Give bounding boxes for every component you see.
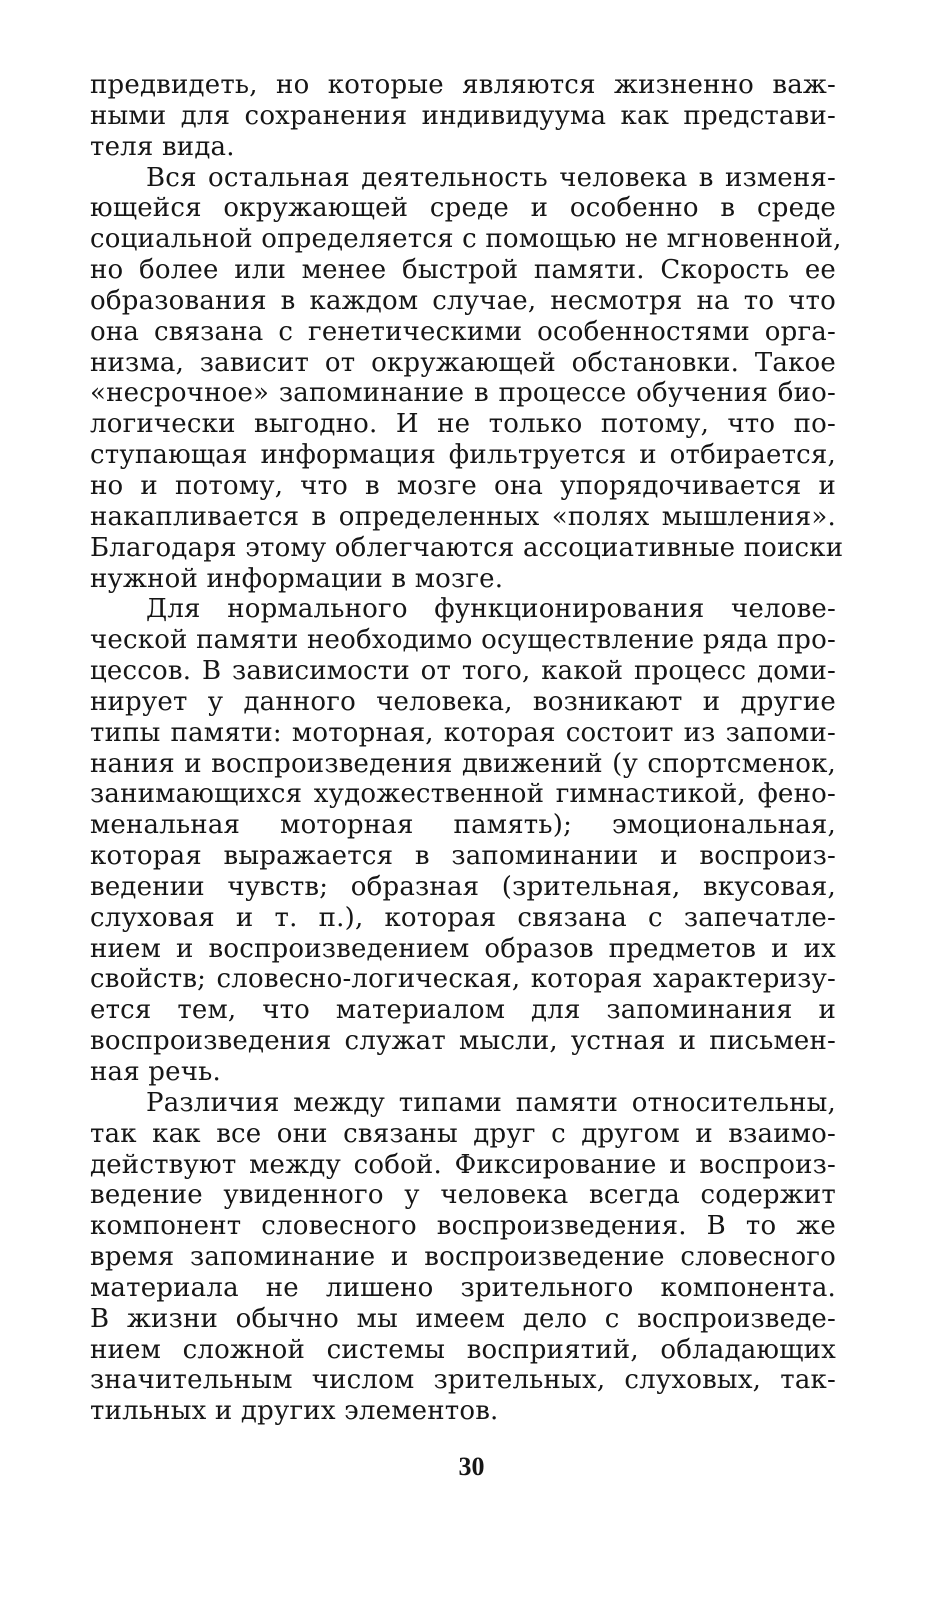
text-line: она связана с генетическими особенностями орга-: [90, 316, 836, 347]
text-line: менальная моторная память); эмоциональная,: [90, 810, 836, 841]
text-line: ческой памяти необходимо осуществление ряда про-: [90, 625, 836, 656]
text-line: свойств; словесно-логическая, которая характеризу-: [90, 964, 836, 995]
text-line: воспроизведения служат мысли, устная и письмен-: [90, 1026, 836, 1057]
text-line: так как все они связаны друг с другом и взаимо-: [90, 1118, 836, 1149]
text-line: но и потому, что в мозге она упорядочивается и: [90, 470, 836, 501]
text-line: образования в каждом случае, несмотря на то что: [90, 285, 836, 316]
text-line: но более или менее быстрой памяти. Скорость ее: [90, 255, 836, 286]
text-line: цессов. В зависимости от того, какой процесс доми-: [90, 656, 836, 687]
text-line: ными для сохранения индивидуума как представи-: [90, 100, 836, 131]
text-line: действуют между собой. Фиксирование и воспроиз-: [90, 1149, 836, 1180]
text-line: накапливается в определенных «полях мышления».: [90, 501, 836, 532]
text-line: социальной определяется с помощью не мгновенной,: [90, 224, 842, 255]
text-line: материала не лишено зрительного компонента.: [90, 1272, 836, 1303]
text-line: предвидеть, но которые являются жизненно важ-: [90, 70, 836, 100]
text-line: нания и воспроизведения движений (у спортсменок,: [90, 748, 836, 779]
text-line: нирует у данного человека, возникают и другие: [90, 686, 836, 717]
text-line: нием сложной системы восприятий, обладающих: [90, 1334, 836, 1365]
text-line: слуховая и т. п.), которая связана с запечатле-: [90, 902, 836, 933]
text-line: значительным числом зрительных, слуховых, так-: [90, 1365, 836, 1396]
text-line: которая выражается в запоминании и воспроиз-: [90, 841, 836, 872]
text-line: теля вида.: [90, 131, 235, 162]
text-line: типы памяти: моторная, которая состоит из запоми-: [90, 717, 836, 748]
text-line: тильных и других элементов.: [90, 1396, 499, 1427]
text-line: Различия между типами памяти относительны,: [146, 1087, 836, 1118]
page-number: 30: [458, 1452, 485, 1481]
text-line: компонент словесного воспроизведения. В то же: [90, 1211, 836, 1242]
text-line: Благодаря этому облегчаются ассоциативные поиски: [90, 532, 844, 563]
text-line: ется тем, что материалом для запоминания и: [90, 995, 836, 1026]
text-line: ведении чувств; образная (зрительная, вкусовая,: [90, 871, 836, 902]
text-line: ющейся окружающей среде и особенно в среде: [90, 193, 836, 224]
text-line: Для нормального функционирования челове-: [146, 594, 836, 625]
text-line: низма, зависит от окружающей обстановки. Такое: [90, 347, 836, 378]
page-text: [90, 70, 844, 1427]
text-line: ная речь.: [90, 1057, 221, 1087]
text-line: В жизни обычно мы имеем дело с воспроизведе-: [90, 1303, 836, 1334]
text-line: логически выгодно. И не только потому, что по-: [90, 409, 836, 440]
text-line: нужной информации в мозге.: [90, 563, 504, 594]
text-line: ведение увиденного у человека всегда содержит: [90, 1180, 836, 1211]
text-line: Вся остальная деятельность человека в изменя-: [146, 162, 836, 193]
text-line: ступающая информация фильтруется и отбирается,: [90, 440, 836, 471]
text-line: «несрочное» запоминание в процессе обучения био-: [90, 378, 836, 409]
text-line: нием и воспроизведением образов предметов и их: [90, 933, 836, 964]
text-line: время запоминание и воспроизведение словесного: [90, 1242, 836, 1273]
text-line: занимающихся художественной гимнастикой, фено-: [90, 779, 836, 810]
